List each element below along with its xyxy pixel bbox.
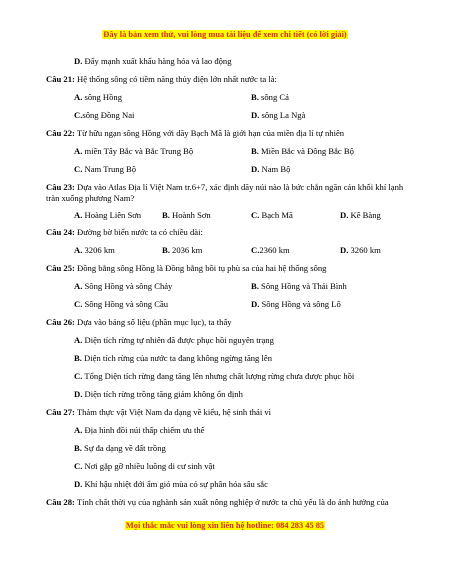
question-21: Câu 21: Hệ thống sông có tiềm năng thủy điện lớn nhất nước ta là: (46, 74, 277, 84)
q21-option-c: C.sông Đồng Nai (74, 110, 135, 120)
q24-option-b: B. 2036 km (162, 245, 203, 255)
q24-option-d: D. 3260 km (340, 245, 381, 255)
q27-option-d: D. Khí hậu nhiệt đới ẩm gió mùa có sự phân hóa sâu sắc (74, 479, 268, 489)
question-23: Câu 23: Dựa vào Atlas Địa lí Việt Nam tr.6+7, xác định dãy núi nào là bức chắn ngăn cản khối khí lạnh tràn xuống phương Nam? (46, 182, 404, 203)
question-22: Câu 22: Từ hữu ngạn sông Hồng với dãy Bạch Mã là giới hạn của miền địa lí tự nhiên (46, 128, 345, 138)
hotline-banner: Mọi thắc mắc vui lòng xin liên hệ hotline: 084 283 45 85 (125, 521, 325, 530)
preview-banner: Đây là bản xem thử, vui lòng mua tài liệu để xem chi tiết (có lời giải) (103, 30, 347, 39)
question-25: Câu 25: Đồng bằng sông Hồng là Đồng bằng bồi tụ phù sa của hai hệ thống sông (46, 263, 327, 273)
q26-option-c: C. Tổng Diện tích rừng đang tăng lên nhưng chất lượng rừng chưa được phục hồi (74, 371, 355, 381)
q22-option-c: C. Nam Trung Bộ (74, 164, 137, 174)
q25-option-a: A. Sông Hồng và sông Chảy (74, 281, 173, 291)
q27-option-b: B. Sự đa dạng về đất trồng (74, 443, 166, 453)
q25-option-c: C. Sông Hồng và sông Cầu (74, 299, 169, 309)
q23-option-b: B. Hoành Sơn (162, 210, 211, 220)
q22-option-a: A. miền Tây Bắc và Bắc Trung Bộ (74, 146, 194, 156)
q25-option-b: B. Sông Hồng và Thái Bình (251, 281, 347, 291)
previous-option-d: D. Đẩy mạnh xuất khẩu hàng hóa và lao động (74, 56, 232, 66)
question-27: Câu 27: Thảm thực vật Việt Nam đa dạng về kiểu, hệ sinh thái vì (46, 407, 272, 417)
q22-option-b: B. Miền Bắc và Đông Bắc Bộ (251, 146, 354, 156)
q23-option-a: A. Hoàng Liên Sơn (74, 210, 142, 220)
q26-option-a: A. Diện tích rừng tự nhiên đã được phục hồi nguyên trạng (74, 335, 274, 345)
q22-option-d: D. Nam Bộ (251, 164, 291, 174)
question-24: Câu 24: Đường bờ biển nước ta có chiều dài: (46, 227, 203, 237)
q24-option-a: A. 3206 km (74, 245, 115, 255)
q26-option-b: B. Diện tích rừng của nước ta đang không ngừng tăng lên (74, 353, 272, 363)
q27-option-a: A. Địa hình đồi núi thấp chiếm ưu thế (74, 425, 205, 435)
q25-option-d: D. Sông Hồng và sông Lô (251, 299, 341, 309)
question-26: Câu 26: Dựa vào bảng số liệu (phần mục lục), ta thấy (46, 317, 232, 327)
q21-option-d: D. sông La Ngà (251, 110, 306, 120)
q27-option-c: C. Nơi gặp gỡ nhiều luồng di cư sinh vật (74, 461, 215, 471)
q21-option-b: B. sông Cả (251, 92, 289, 102)
q23-option-c: C. Bạch Mã (251, 210, 293, 220)
q21-option-a: A. sông Hồng (74, 92, 122, 102)
q23-option-d: D. Kê Bàng (340, 210, 381, 220)
q24-option-c: C.2360 km (251, 245, 290, 255)
question-28: Câu 28: Tính chất thời vụ của nghành sản xuất nông nghiệp ở nước ta chủ yếu là do ảnh hưởng của (46, 497, 389, 507)
q26-option-d: D. Diện tích rừng trồng tăng giảm không ổn định (74, 389, 243, 399)
